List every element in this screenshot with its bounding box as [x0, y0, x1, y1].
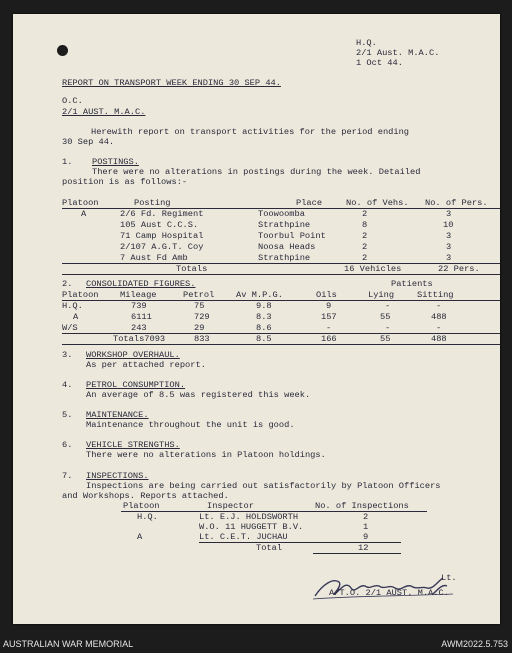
cell-petrol: 729: [194, 312, 210, 322]
cell-pers: 3: [446, 231, 452, 241]
section-heading: CONSOLIDATED FIGURES.: [86, 279, 196, 289]
total-value: 12: [358, 543, 369, 553]
col-header: No. of Inspections: [315, 501, 409, 511]
cell-pers: 3: [446, 242, 452, 252]
col-header: Oils: [316, 290, 337, 300]
addressee-unit: 2/1 AUST. M.A.C.: [62, 107, 146, 117]
section-number: 4.: [62, 380, 73, 390]
cell-sitting: -: [436, 323, 442, 333]
signature-rank: Lt.: [441, 573, 457, 583]
cell-posting: 71 Camp Hospital: [120, 231, 204, 241]
cell-platoon: W/S: [62, 323, 78, 333]
cell-pers: 3: [446, 253, 452, 263]
cell-vehs: 2: [362, 231, 368, 241]
addressee-oc: O.C.: [62, 96, 83, 106]
cell-place: Toowoomba: [258, 209, 305, 219]
totals-label: Totals7093: [113, 334, 166, 344]
total-label: Total: [256, 543, 283, 553]
totals-petrol: 833: [194, 334, 210, 344]
postings-text-1: There were no alterations in postings during the week. Detailed: [92, 167, 421, 177]
inspections-text-1: Inspections are being carried out satisfactorily by Platoon Officers: [86, 481, 441, 491]
section-heading: PETROL CONSUMPTION.: [86, 380, 186, 390]
col-header: No. of Vehs.: [346, 198, 409, 208]
cell-oils: 9: [326, 301, 332, 311]
cell-posting: 7 Aust Fd Amb: [120, 253, 188, 263]
header-hq: H.Q.: [356, 38, 377, 48]
table-rule: [62, 344, 500, 345]
col-header: Posting: [134, 198, 171, 208]
table-rule: [313, 553, 401, 554]
totals-lying: 55: [380, 334, 391, 344]
section-text: Maintenance throughout the unit is good.: [86, 420, 295, 430]
cell-mpg: 9.8: [256, 301, 272, 311]
section-heading: VEHICLE STRENGTHS.: [86, 440, 180, 450]
intro-line-2: 30 Sep 44.: [62, 137, 115, 147]
cell-platoon: H.Q.: [62, 301, 83, 311]
totals-sitting: 488: [431, 334, 447, 344]
col-header: Petrol: [183, 290, 215, 300]
col-header: Mileage: [120, 290, 157, 300]
cell-pers: 10: [443, 220, 454, 230]
cell-count: 9: [363, 532, 369, 542]
cell-mpg: 8.3: [256, 312, 272, 322]
cell-platoon: A: [81, 209, 87, 219]
cell-inspector: W.O. 11 HUGGETT B.V.: [199, 522, 304, 532]
section-text: There were no alterations in Platoon holdings.: [86, 450, 326, 460]
cell-posting: 105 Aust C.C.S.: [120, 220, 199, 230]
section-number: 1.: [62, 157, 73, 167]
cell-platoon: A: [73, 312, 79, 322]
cell-pers: 3: [446, 209, 452, 219]
cell-petrol: 29: [194, 323, 205, 333]
cell-inspector: Lt. E.J. HOLDSWORTH: [199, 512, 299, 522]
cell-sitting: -: [436, 301, 442, 311]
cell-platoon: A: [137, 532, 143, 542]
cell-mileage: 6111: [131, 312, 152, 322]
col-header: Platoon: [123, 501, 160, 511]
archive-footer: [0, 636, 512, 653]
cell-mpg: 8.6: [256, 323, 272, 333]
header-unit: 2/1 Aust. M.A.C.: [356, 48, 440, 58]
cell-mileage: 243: [131, 323, 147, 333]
cell-sitting: 488: [431, 312, 447, 322]
cell-lying: -: [385, 301, 391, 311]
totals-vehs: 16 Vehicles: [344, 264, 402, 274]
cell-vehs: 2: [362, 209, 368, 219]
totals-pers: 22 Pers.: [438, 264, 480, 274]
table-rule: [62, 300, 500, 301]
cell-petrol: 75: [194, 301, 205, 311]
header-date: 1 Oct 44.: [356, 58, 403, 68]
totals-mpg: 8.5: [256, 334, 272, 344]
col-header: Sitting: [417, 290, 454, 300]
section-heading: INSPECTIONS.: [86, 471, 149, 481]
cell-inspector: Lt. C.E.T. JUCHAU: [199, 532, 288, 542]
cell-place: Noosa Heads: [258, 242, 316, 252]
cell-platoon: H.Q.: [137, 512, 158, 522]
table-rule: [199, 542, 401, 543]
cell-vehs: 2: [362, 253, 368, 263]
cell-vehs: 2: [362, 242, 368, 252]
col-header: Platoon: [62, 198, 99, 208]
col-header: Platoon: [62, 290, 99, 300]
postings-text-2: position is as follows:-: [62, 177, 188, 187]
archive-name: AUSTRALIAN WAR MEMORIAL: [3, 639, 134, 649]
table-rule: [62, 263, 500, 264]
cell-oils: -: [326, 323, 332, 333]
cell-posting: 2/107 A.G.T. Coy: [120, 242, 204, 252]
col-header: Place: [296, 198, 323, 208]
col-header: Av M.P.G.: [236, 290, 283, 300]
section-text: As per attached report.: [86, 360, 206, 370]
cell-count: 2: [363, 512, 369, 522]
cell-mileage: 739: [131, 301, 147, 311]
totals-label: Totals: [176, 264, 208, 274]
section-heading: MAINTENANCE.: [86, 410, 149, 420]
col-header: No. of Pers.: [425, 198, 488, 208]
section-number: 5.: [62, 410, 73, 420]
cell-place: Strathpine: [258, 220, 311, 230]
cell-posting: 2/6 Fd. Regiment: [120, 209, 204, 219]
cell-place: Strathpine: [258, 253, 311, 263]
cell-vehs: 8: [362, 220, 368, 230]
report-title: REPORT ON TRANSPORT WEEK ENDING 30 SEP 44.: [62, 78, 281, 88]
section-text: An average of 8.5 was registered this week.: [86, 390, 311, 400]
totals-oils: 166: [321, 334, 337, 344]
section-number: 3.: [62, 350, 73, 360]
document-page: [13, 14, 500, 624]
inspections-text-2: and Workshops. Reports attached.: [62, 491, 229, 501]
table-rule: [62, 274, 500, 275]
col-header: Inspector: [207, 501, 254, 511]
cell-lying: -: [385, 323, 391, 333]
patients-label: Patients: [391, 279, 433, 289]
intro-line-1: Herewith report on transport activities for the period ending: [91, 127, 410, 137]
cell-place: Toorbul Point: [258, 231, 326, 241]
col-header: Lying: [368, 290, 395, 300]
section-number: 2.: [62, 279, 73, 289]
section-number: 7.: [62, 471, 73, 481]
cell-lying: 55: [380, 312, 391, 322]
archive-reference: AWM2022.5.753: [441, 639, 508, 649]
section-heading: POSTINGS.: [92, 157, 139, 167]
signature-title: A/T.O. 2/1 AUST. M.A.C.: [329, 588, 449, 598]
section-heading: WORKSHOP OVERHAUL.: [86, 350, 180, 360]
section-number: 6.: [62, 440, 73, 450]
cell-count: 1: [363, 522, 369, 532]
cell-oils: 157: [321, 312, 337, 322]
punch-hole: [57, 45, 68, 56]
